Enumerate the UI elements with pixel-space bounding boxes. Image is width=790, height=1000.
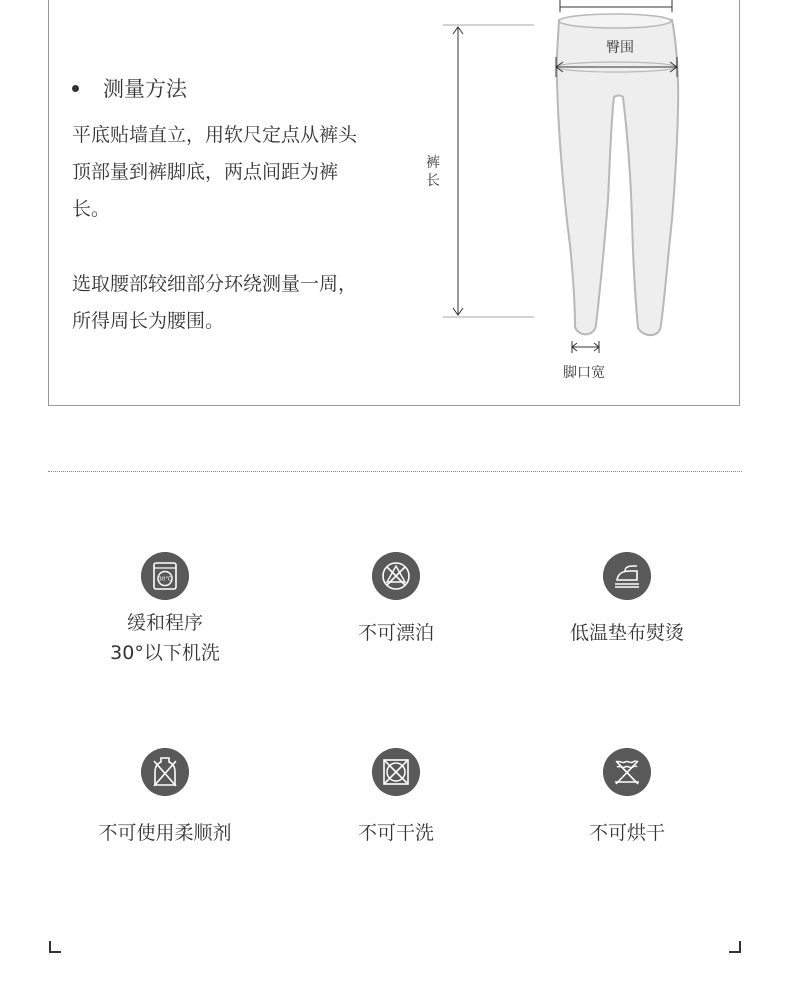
length-label-bottom: 长 bbox=[426, 173, 440, 189]
no-tumble-dry-icon bbox=[603, 748, 651, 796]
care-label: 低温垫布熨烫 bbox=[569, 622, 684, 644]
svg-text:30℃: 30℃ bbox=[158, 576, 172, 583]
no-dry-clean-icon bbox=[372, 748, 420, 796]
care-label: 不可漂泊 bbox=[357, 622, 434, 644]
waist-arrow bbox=[560, 0, 672, 12]
corner-mark-right bbox=[729, 941, 741, 953]
care-label: 不可干洗 bbox=[357, 822, 434, 844]
length-label-top: 裤 bbox=[426, 155, 440, 171]
measure-heading-text: 测量方法 bbox=[103, 77, 187, 101]
no-fabric-softener-icon bbox=[141, 748, 189, 796]
care-item-no-bleach bbox=[286, 552, 506, 648]
length-arrow bbox=[443, 25, 534, 317]
measure-heading bbox=[72, 73, 187, 103]
care-label: 缓和程序 bbox=[126, 612, 203, 634]
pants-diagram bbox=[418, 0, 718, 400]
care-item-no-tumble-dry bbox=[517, 748, 737, 848]
hem-arrow bbox=[572, 341, 599, 353]
care-item-low-iron bbox=[517, 552, 737, 648]
bullet-dot bbox=[72, 85, 79, 92]
section-divider bbox=[48, 471, 742, 472]
waist-method-text: 选取腰部较细部分环绕测量一周，所得周长为腰围。 bbox=[72, 273, 358, 332]
care-item-gentle-wash bbox=[55, 552, 275, 668]
care-item-no-dry-clean bbox=[286, 748, 506, 848]
corner-mark-left bbox=[49, 941, 61, 953]
care-item-no-softener bbox=[55, 748, 275, 848]
care-label-sub: 30°以下机洗 bbox=[110, 642, 220, 664]
care-label: 不可烘干 bbox=[588, 822, 665, 844]
care-label: 不可使用柔顺剂 bbox=[98, 822, 232, 844]
no-bleach-icon bbox=[372, 552, 420, 600]
gentle-wash-30-icon bbox=[141, 552, 189, 600]
low-iron-with-cloth-icon bbox=[603, 552, 651, 600]
hem-label: 脚口宽 bbox=[563, 365, 605, 381]
hip-label: 臀围 bbox=[606, 40, 634, 56]
length-method-text: 平底贴墙直立，用软尺定点从裤头顶部量到裤脚底，两点间距为裤长。 bbox=[72, 124, 358, 220]
